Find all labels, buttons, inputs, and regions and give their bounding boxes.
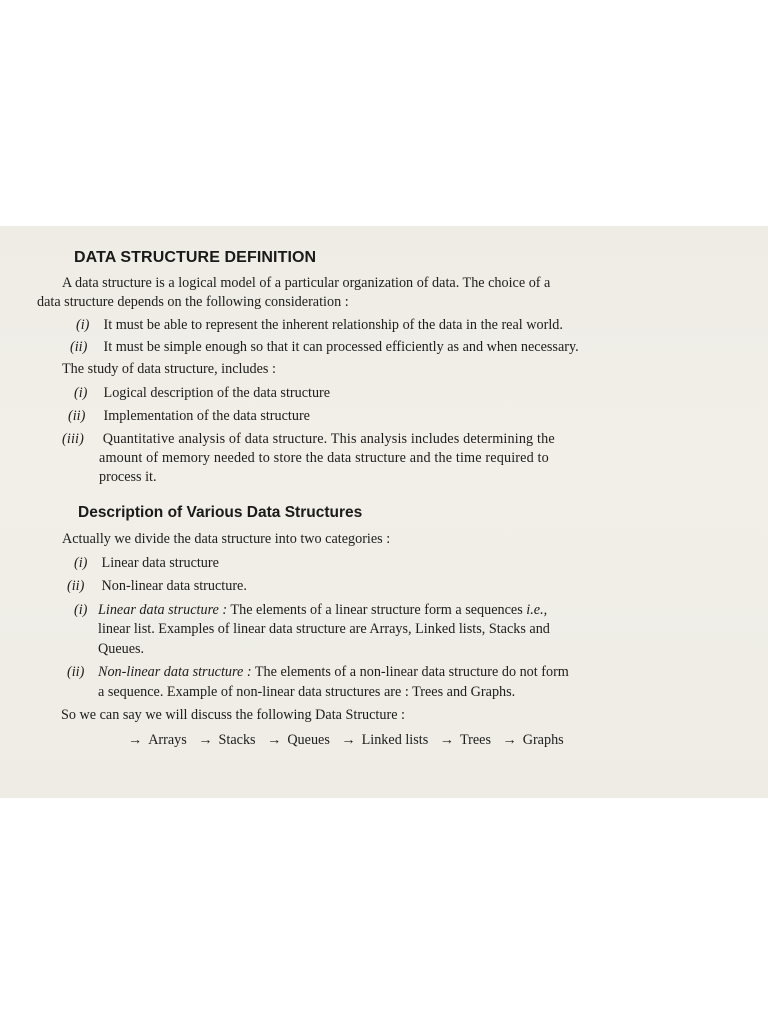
item-text: It must be simple enough so that it can processed efficiently as and when necessary. bbox=[103, 339, 579, 355]
item-text-line-3: process it. bbox=[99, 469, 157, 485]
section-heading-definition: DATA STRUCTURE DEFINITION bbox=[74, 249, 317, 266]
item-number: (ii) bbox=[67, 578, 85, 594]
categories-intro: Actually we divide the data structure into two categories : bbox=[62, 531, 391, 547]
structure-item: Linked lists bbox=[361, 732, 429, 748]
arrow-icon: → bbox=[198, 732, 213, 748]
section-heading-description: Description of Various Data Structures bbox=[78, 504, 363, 521]
structure-list bbox=[128, 731, 564, 749]
intro-line-1: A data structure is a logical model of a particular organization of data. The choice of a bbox=[62, 275, 551, 291]
structure-item: Queues bbox=[287, 732, 330, 748]
item-number: (iii) bbox=[62, 431, 85, 447]
intro-line-2: data structure depends on the following consideration : bbox=[37, 294, 349, 310]
category-item bbox=[74, 554, 219, 572]
arrow-icon: → bbox=[439, 732, 454, 748]
study-item bbox=[74, 384, 330, 402]
item-text: Implementation of the data structure bbox=[103, 408, 310, 424]
item-text: Non-linear data structure. bbox=[101, 578, 247, 594]
linear-text-2: linear list. Examples of linear data structure are Arrays, Linked lists, Stacks and bbox=[98, 621, 550, 637]
structure-item: Stacks bbox=[218, 732, 256, 748]
arrow-icon: → bbox=[341, 732, 356, 748]
linear-text-1: The elements of a linear structure form a sequences bbox=[227, 602, 527, 618]
linear-definition bbox=[74, 601, 547, 619]
structure-item: Arrays bbox=[148, 732, 187, 748]
nonlinear-text-2: a sequence. Example of non-linear data structures are : Trees and Graphs. bbox=[98, 684, 516, 700]
item-text-line-1: Quantitative analysis of data structure. This analysis includes determining the bbox=[102, 431, 555, 447]
consideration-item bbox=[70, 338, 579, 356]
item-number: (i) bbox=[76, 317, 90, 333]
item-number: (i) bbox=[74, 555, 88, 571]
nonlinear-definition bbox=[67, 663, 569, 681]
item-text: Logical description of the data structure bbox=[103, 385, 331, 401]
consideration-item bbox=[76, 316, 563, 334]
study-item bbox=[62, 430, 555, 448]
study-item bbox=[68, 407, 310, 425]
book-page bbox=[0, 226, 768, 798]
item-number: (ii) bbox=[67, 664, 85, 680]
arrow-icon: → bbox=[267, 732, 282, 748]
item-number: (i) bbox=[74, 602, 88, 618]
nonlinear-text-1: The elements of a non-linear data structure do not form bbox=[251, 664, 569, 680]
structure-item: Trees bbox=[459, 732, 491, 748]
ie-abbrev: i.e., bbox=[526, 602, 548, 618]
structure-item: Graphs bbox=[522, 732, 564, 748]
arrow-icon: → bbox=[128, 732, 143, 748]
item-number: (ii) bbox=[70, 339, 88, 355]
study-intro: The study of data structure, includes : bbox=[62, 361, 276, 377]
item-number: (ii) bbox=[68, 408, 86, 424]
linear-term: Linear data structure : bbox=[98, 602, 228, 618]
linear-text-3: Queues. bbox=[98, 641, 145, 657]
category-item bbox=[67, 577, 247, 595]
item-number: (i) bbox=[74, 385, 88, 401]
item-text-line-2: amount of memory needed to store the data structure and the time required to bbox=[99, 450, 549, 466]
arrow-icon: → bbox=[502, 732, 517, 748]
item-text: It must be able to represent the inherent relationship of the data in the real world. bbox=[103, 317, 563, 333]
summary-line: So we can say we will discuss the following Data Structure : bbox=[61, 707, 405, 723]
item-text: Linear data structure bbox=[101, 555, 219, 571]
nonlinear-term: Non-linear data structure : bbox=[98, 664, 252, 680]
